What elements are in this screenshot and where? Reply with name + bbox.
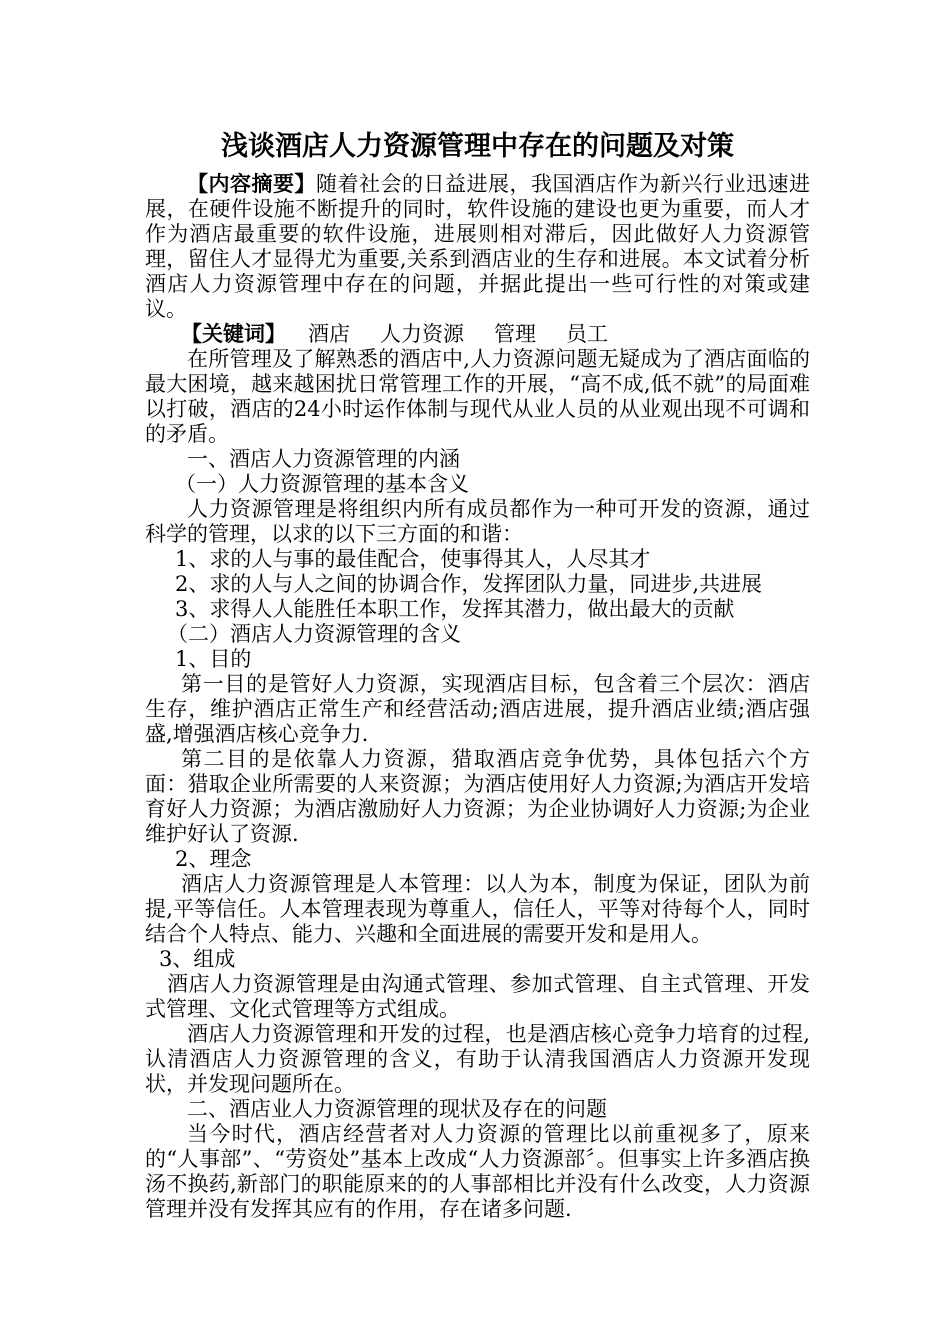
subheading-goal: 1、目的 [175, 647, 252, 671]
intro-paragraph: 在所管理及了解熟悉的酒店中,人力资源问题无疑成为了酒店面临的最大困境，越来越困扰日常管理工作的开展，“高不成,低不就”的局面难以打破，酒店的24小时运作体制与现代从业人员的从业观出现不可调和的矛盾。 [145, 347, 810, 446]
goal-first-paragraph: 第一目的是管好人力资源，实现酒店目标，包含着三个层次：酒店生存，维护酒店正常生产和经营活动;酒店进展，提升酒店业绩;酒店强盛,增强酒店核心竞争力. [145, 672, 810, 746]
document-page [145, 128, 810, 1222]
subheading-composition: 3、组成 [159, 947, 236, 971]
list-item: 3、求得人人能胜任本职工作，发挥其潜力，做出最大的贡献 [175, 597, 735, 621]
keyword: 员工 [566, 322, 608, 346]
section-heading-2: 二、酒店业人力资源管理的现状及存在的问题 [187, 1097, 607, 1121]
keyword: 人力资源 [380, 322, 464, 346]
abstract-label: 【内容摘要】 [187, 172, 316, 196]
keyword: 管理 [494, 322, 536, 346]
goal-second-paragraph: 第二目的是依靠人力资源，猎取酒店竞争优势，具体包括六个方面：猎取企业所需要的人来资源；为酒店使用好人力资源;为酒店开发培育好人力资源；为酒店激励好人力资源；为企业协调好人力资源;为企业维护好认了资源. [145, 747, 810, 846]
keyword: 酒店 [308, 322, 350, 346]
section-heading-1: 一、酒店人力资源管理的内涵 [187, 447, 460, 471]
current-status-paragraph: 当今时代，酒店经营者对人力资源的管理比以前重视多了，原来的“人事部”、“劳资处”基本上改成“人力资源部〞。但事实上许多酒店换汤不换药,新部门的职能原来的的人事部相比并没有什么改变，人力资源管理并没有发挥其应有的作用，存在诸多问题. [145, 1122, 810, 1221]
keywords-label: 【关键词】 [181, 322, 286, 346]
subsection-heading-1-1: （一）人力资源管理的基本含义 [175, 472, 469, 496]
keywords-paragraph [145, 322, 810, 347]
list-item: 2、求的人与人之间的协调合作，发挥团队力量，同进步,共进展 [175, 572, 763, 596]
list-item: 1、求的人与事的最佳配合，使事得其人，人尽其才 [175, 547, 651, 571]
composition-paragraph: 酒店人力资源管理是由沟通式管理、参加式管理、自主式管理、开发式管理、文化式管理等方式组成。 [145, 972, 810, 1021]
abstract-paragraph [145, 172, 810, 322]
subheading-idea: 2、理念 [175, 847, 252, 871]
document-title: 浅谈酒店人力资源管理中存在的问题及对策 [221, 131, 734, 162]
abstract-text: 随着社会的日益进展，我国酒店作为新兴行业迅速进展，在硬件设施不断提升的同时，软件设施的建设也更为重要，而人才作为酒店最重要的软件设施，进展则相对滞后，因此做好人力资源管理，留住人才显得尤为重要,关系到酒店业的生存和进展。本文试着分析酒店人力资源管理中存在的问题，并据此提出一些可行性的对策或建议。 [145, 172, 810, 321]
idea-paragraph: 酒店人力资源管理是人本管理：以人为本，制度为保证，团队为前提,平等信任。人本管理表现为尊重人，信任人，平等对待每个人，同时结合个人特点、能力、兴趣和全面进展的需要开发和是用人。 [145, 872, 810, 946]
subsection-heading-1-2: （二）酒店人力资源管理的含义 [167, 622, 461, 646]
process-paragraph: 酒店人力资源管理和开发的过程，也是酒店核心竞争力培育的过程,认清酒店人力资源管理的含义，有助于认清我国酒店人力资源开发现状，并发现问题所在。 [145, 1022, 810, 1096]
definition-paragraph: 人力资源管理是将组织内所有成员都作为一种可开发的资源，通过科学的管理，以求的以下三方面的和谐： [145, 497, 810, 546]
